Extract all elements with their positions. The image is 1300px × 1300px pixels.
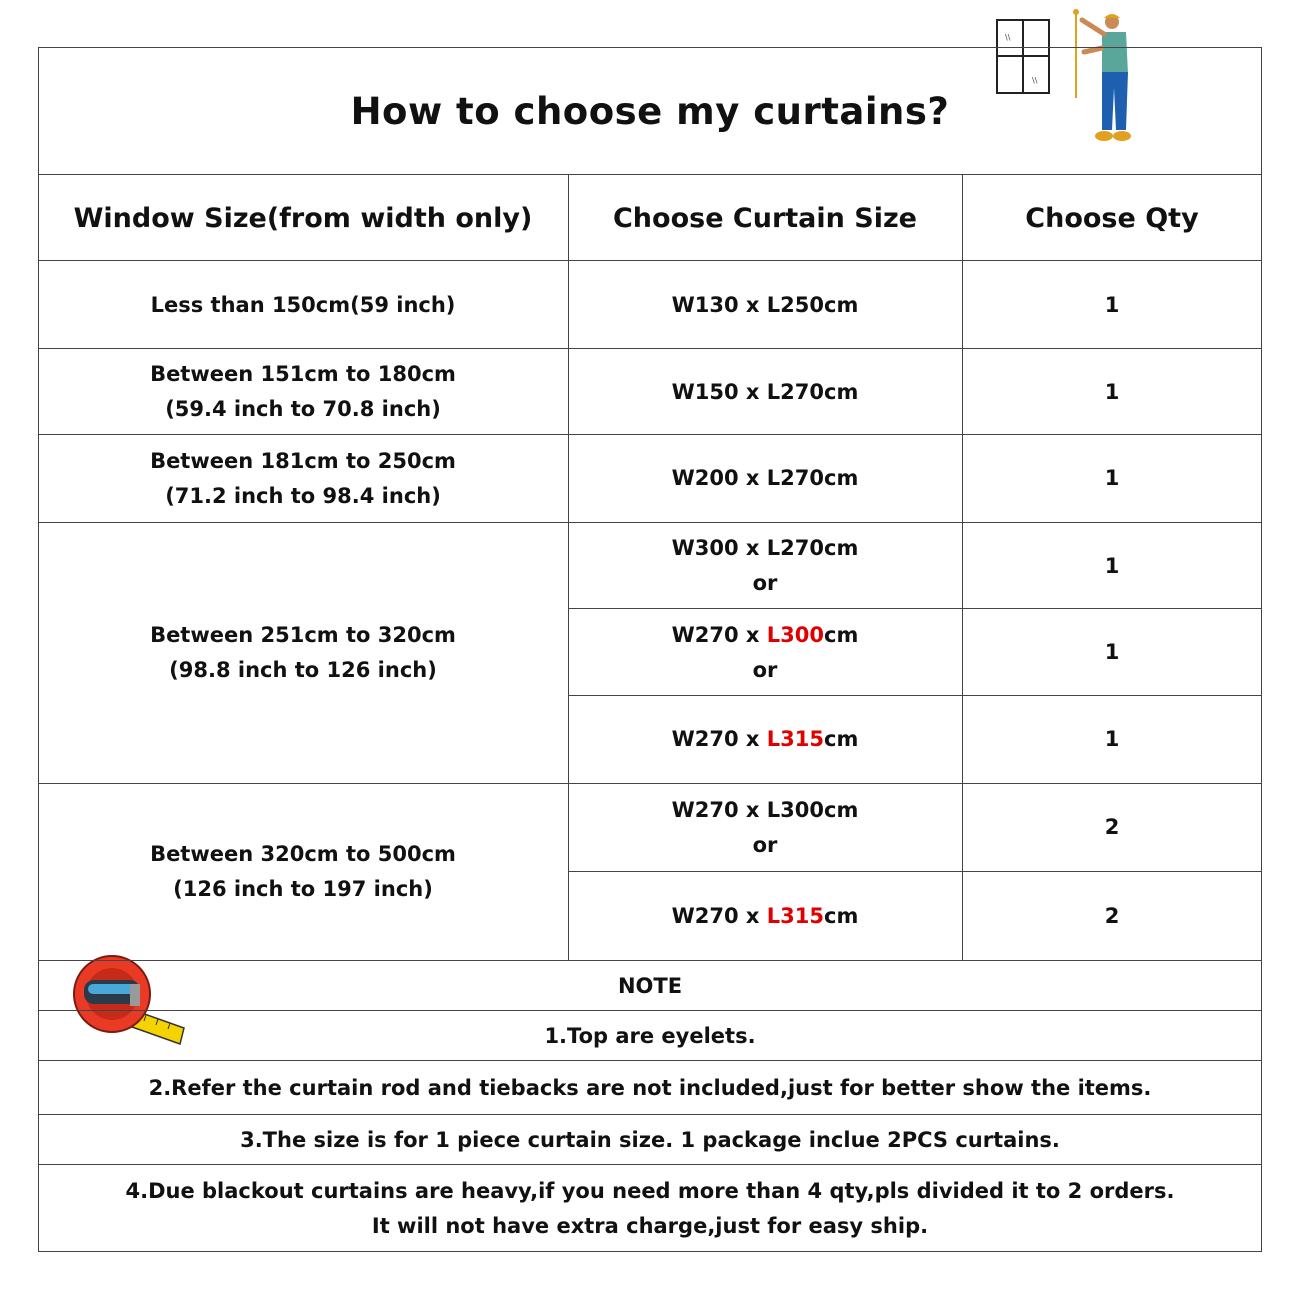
svg-text:\\: \\ xyxy=(1005,33,1011,42)
note-item: 2.Refer the curtain rod and tiebacks are not included,just for better show the items. xyxy=(148,1075,1152,1100)
table-row-curtain-size: W130 x L250cm xyxy=(671,292,859,317)
table-row-window-size: Between 320cm to 500cm (126 inch to 197 inch) xyxy=(150,842,456,901)
column-header-window-size: Window Size(from width only) xyxy=(73,202,533,234)
table-row-qty: 1 xyxy=(1104,379,1120,404)
page-title: How to choose my curtains? xyxy=(350,89,950,133)
table-row-qty: 1 xyxy=(1104,553,1120,578)
table-row-qty: 1 xyxy=(1104,466,1120,490)
table-row-qty: 1 xyxy=(1104,727,1120,751)
column-header-curtain-size: Choose Curtain Size xyxy=(612,202,917,234)
svg-text:\\: \\ xyxy=(1032,76,1038,85)
note-heading: NOTE xyxy=(617,973,683,998)
note-item: 1.Top are eyelets. xyxy=(544,1023,756,1048)
curtain-option: W270 x L315cm xyxy=(671,727,859,751)
table-row-curtain-size: W150 x L270cm xyxy=(671,379,859,404)
table-row-window-size: Less than 150cm(59 inch) xyxy=(150,292,456,317)
table-row-curtain-size: W200 x L270cm xyxy=(671,466,859,490)
table-row-window-size: Between 151cm to 180cm (59.4 inch to 70.8 inch) xyxy=(150,362,456,421)
note-item: 4.Due blackout curtains are heavy,if you need more than 4 qty,pls divided it to 2 orders. It will not have extra charge,just for easy ship. xyxy=(125,1178,1175,1238)
note-item: 3.The size is for 1 piece curtain size. 1 package inclue 2PCS curtains. xyxy=(240,1127,1060,1152)
curtain-option: W270 x L315cm xyxy=(671,903,859,928)
column-header-qty: Choose Qty xyxy=(1025,202,1199,234)
curtain-option: W300 x L270cm or xyxy=(671,536,859,595)
table-row-window-size: Between 181cm to 250cm (71.2 inch to 98.4 inch) xyxy=(150,448,456,508)
table-row-qty: 1 xyxy=(1104,292,1120,317)
table-row-qty: 2 xyxy=(1104,815,1120,839)
table-row-qty: 2 xyxy=(1104,903,1120,928)
table-row-window-size: Between 251cm to 320cm (98.8 inch to 126 inch) xyxy=(150,623,456,682)
table-row-qty: 1 xyxy=(1104,640,1120,664)
curtain-option: W270 x L300cm or xyxy=(671,622,859,682)
curtain-option: W270 x L300cm or xyxy=(671,797,859,857)
